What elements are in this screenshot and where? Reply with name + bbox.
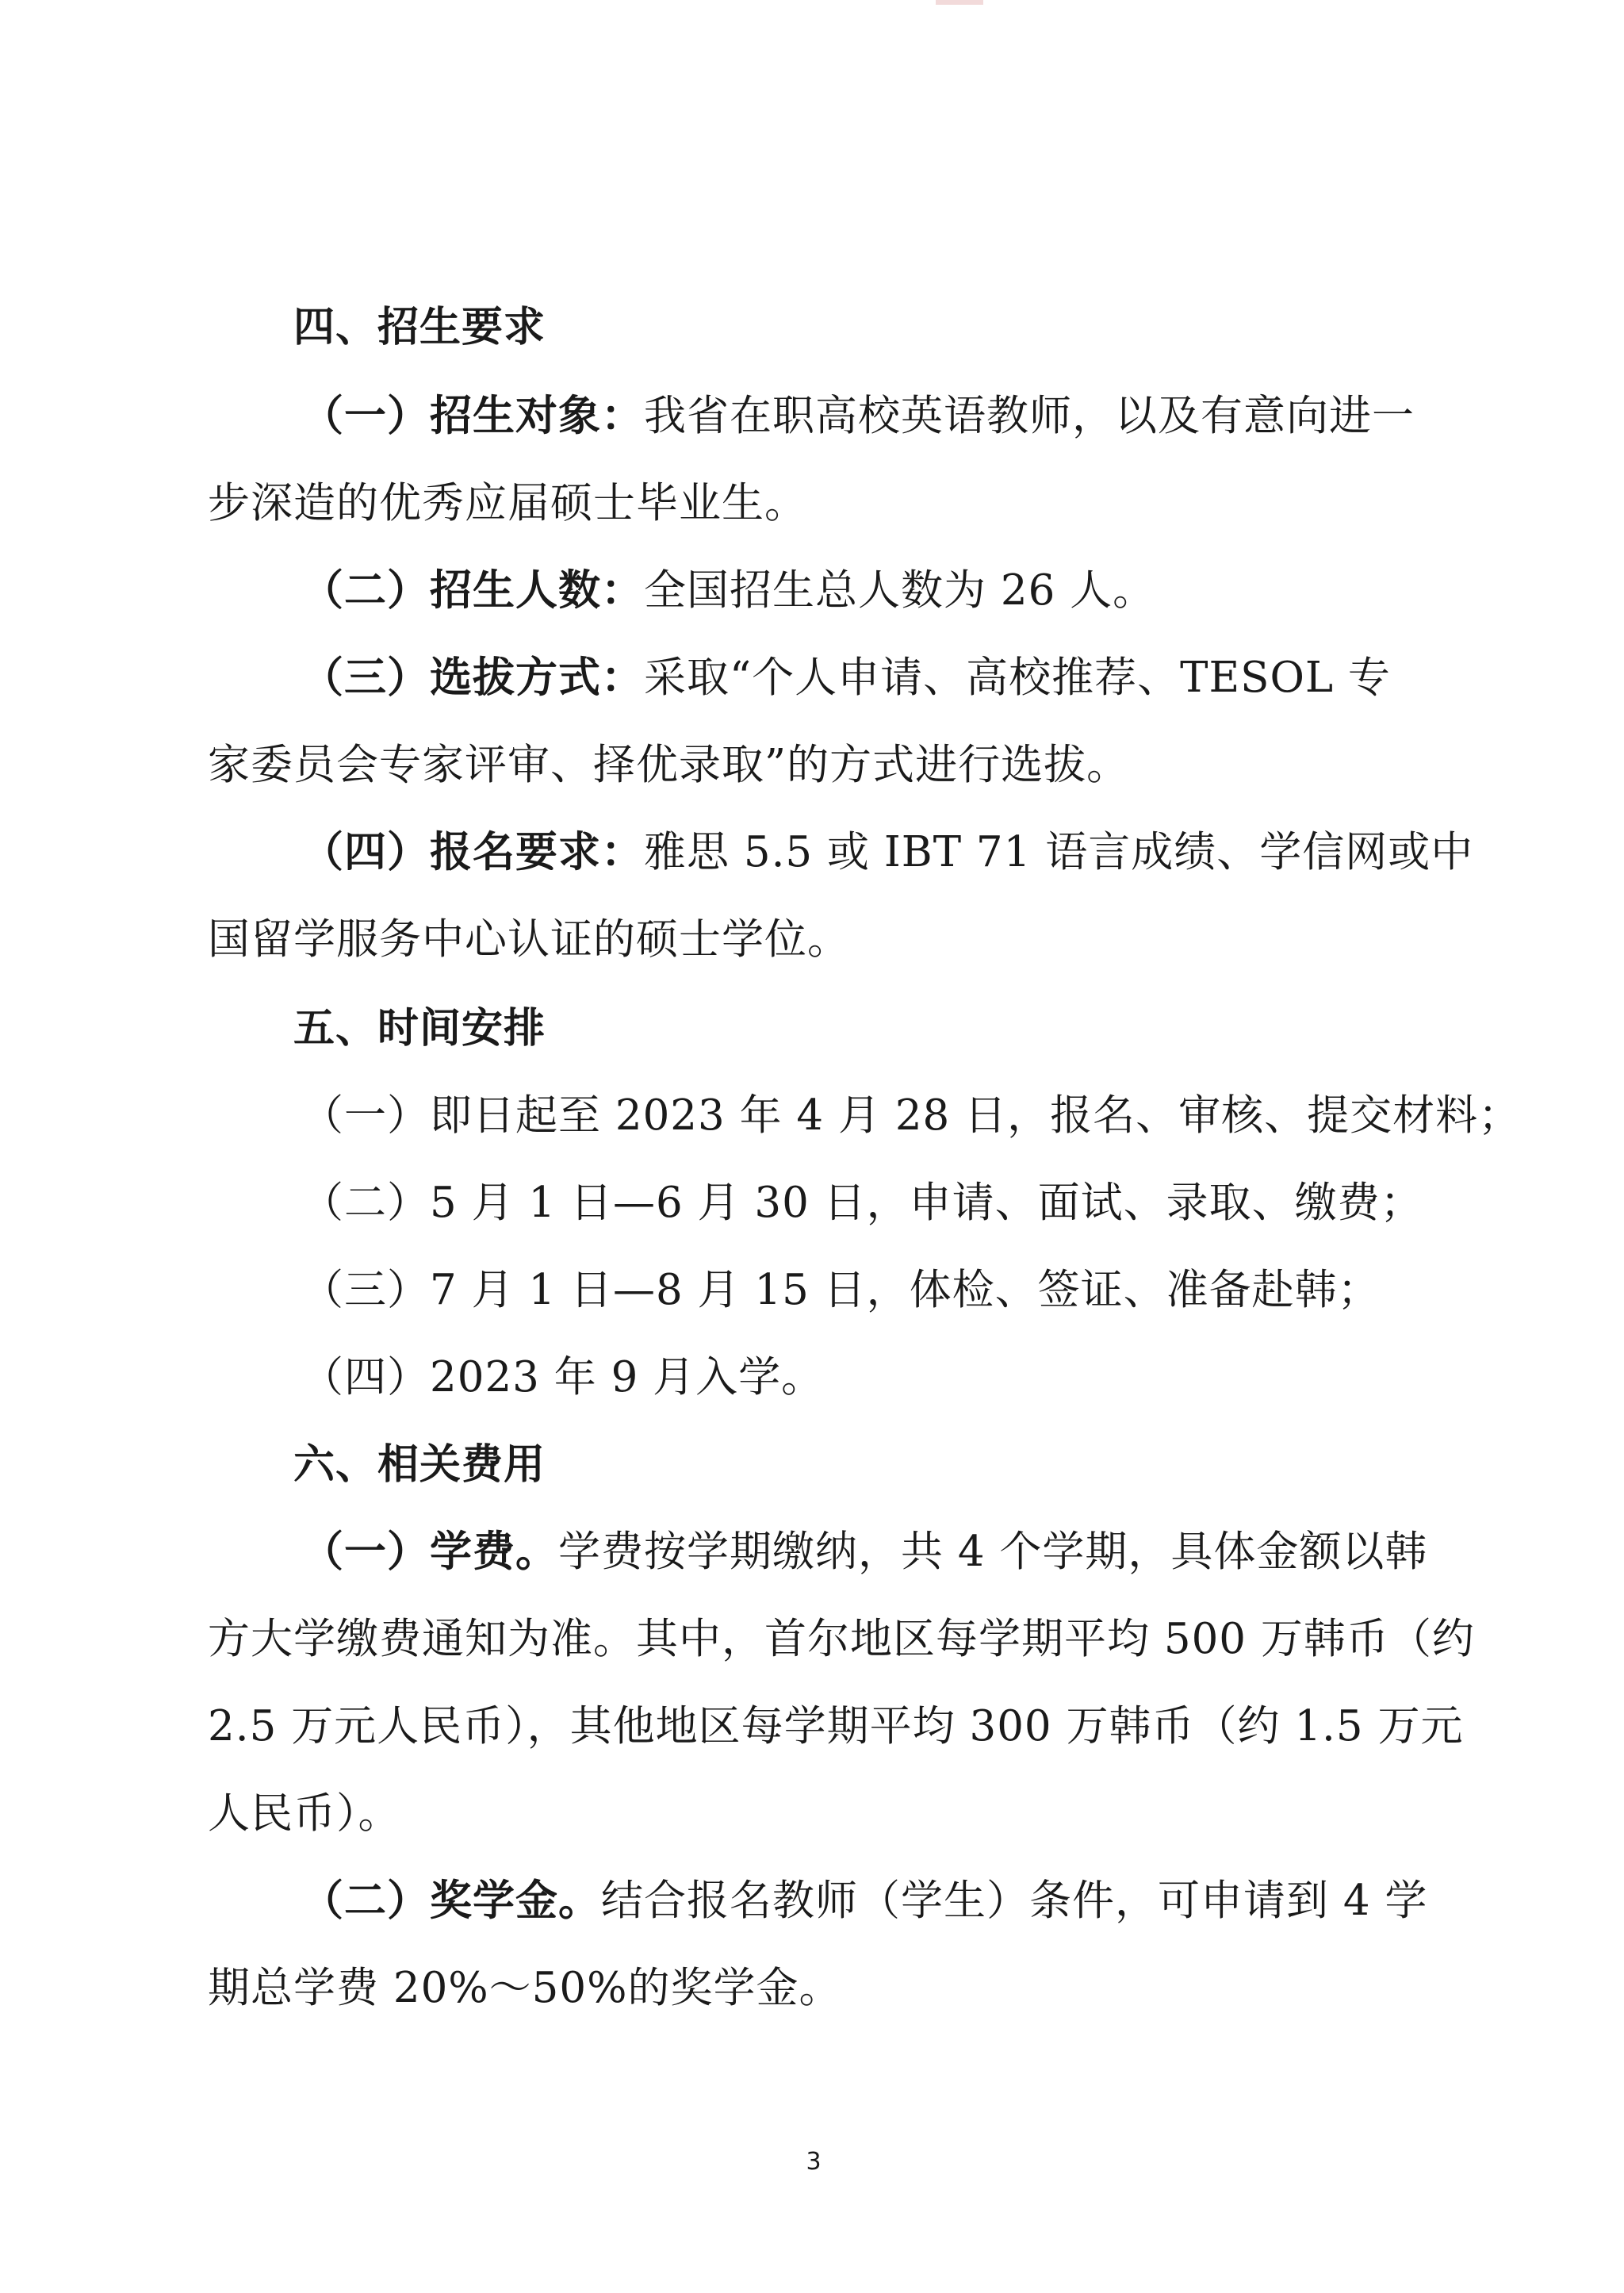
page-number: 3 [806, 2148, 822, 2176]
text-target-1: 我省在职高校英语教师，以及有意向进一 [644, 392, 1415, 440]
paragraph-count [301, 563, 1155, 619]
paragraph-target-line1 [301, 389, 1415, 444]
paragraph-scholarship-line1 [301, 1873, 1427, 1929]
paragraph-target-line2: 步深造的优秀应届硕士毕业生。 [208, 479, 807, 527]
schedule-item-1: （一）即日起至 2023 年 4 月 28 日，报名、审核、提交材料； [301, 1091, 1522, 1140]
label-requirement: （四）报名要求： [301, 828, 644, 876]
schedule-item-2: （二）5 月 1 日—6 月 30 日，申请、面试、录取、缴费； [301, 1179, 1423, 1227]
label-tuition: （一）学费。 [301, 1528, 558, 1576]
paragraph-tuition-line4: 人民币）。 [208, 1789, 401, 1838]
paragraph-scholarship-line2: 期总学费 20%～50%的奖学金。 [208, 1964, 842, 2012]
label-scholarship: （二）奖学金。 [301, 1877, 601, 1925]
paragraph-selection-line1 [301, 650, 1391, 706]
text-scholarship-1: 结合报名教师（学生）条件，可申请到 4 学 [601, 1877, 1428, 1925]
label-selection: （三）选拔方式： [301, 654, 644, 702]
paragraph-requirement-line2: 国留学服务中心认证的硕士学位。 [208, 915, 850, 964]
section-heading-recruitment: 四、招生要求 [293, 304, 546, 351]
paragraph-requirement-line1 [301, 825, 1473, 880]
paragraph-tuition-line2: 方大学缴费通知为准。其中，首尔地区每学期平均 500 万韩币（约 [208, 1615, 1475, 1663]
paragraph-tuition-line3: 2.5 万元人民币），其他地区每学期平均 300 万韩币（约 1.5 万元 [208, 1702, 1464, 1750]
text-selection-1: 采取“个人申请、高校推荐、TESOL 专 [644, 654, 1391, 702]
text-requirement-1: 雅思 5.5 或 IBT 71 语言成绩、学信网或中 [644, 828, 1474, 876]
scan-artifact [936, 0, 983, 5]
section-heading-fees: 六、相关费用 [293, 1441, 546, 1489]
text-count: 全国招生总人数为 26 人。 [644, 566, 1156, 615]
schedule-item-4: （四）2023 年 9 月入学。 [301, 1353, 825, 1401]
label-target: （一）招生对象： [301, 392, 644, 440]
label-count: （二）招生人数： [301, 566, 644, 615]
paragraph-tuition-line1 [301, 1524, 1427, 1580]
text-tuition-1: 学费按学期缴纳，共 4 个学期，具体金额以韩 [558, 1528, 1428, 1576]
section-heading-schedule: 五、时间安排 [293, 1005, 546, 1053]
paragraph-selection-line2: 家委员会专家评审、择优录取”的方式进行选拔。 [208, 741, 1130, 789]
schedule-item-3: （三）7 月 1 日—8 月 15 日，体检、签证、准备赴韩； [301, 1266, 1381, 1314]
